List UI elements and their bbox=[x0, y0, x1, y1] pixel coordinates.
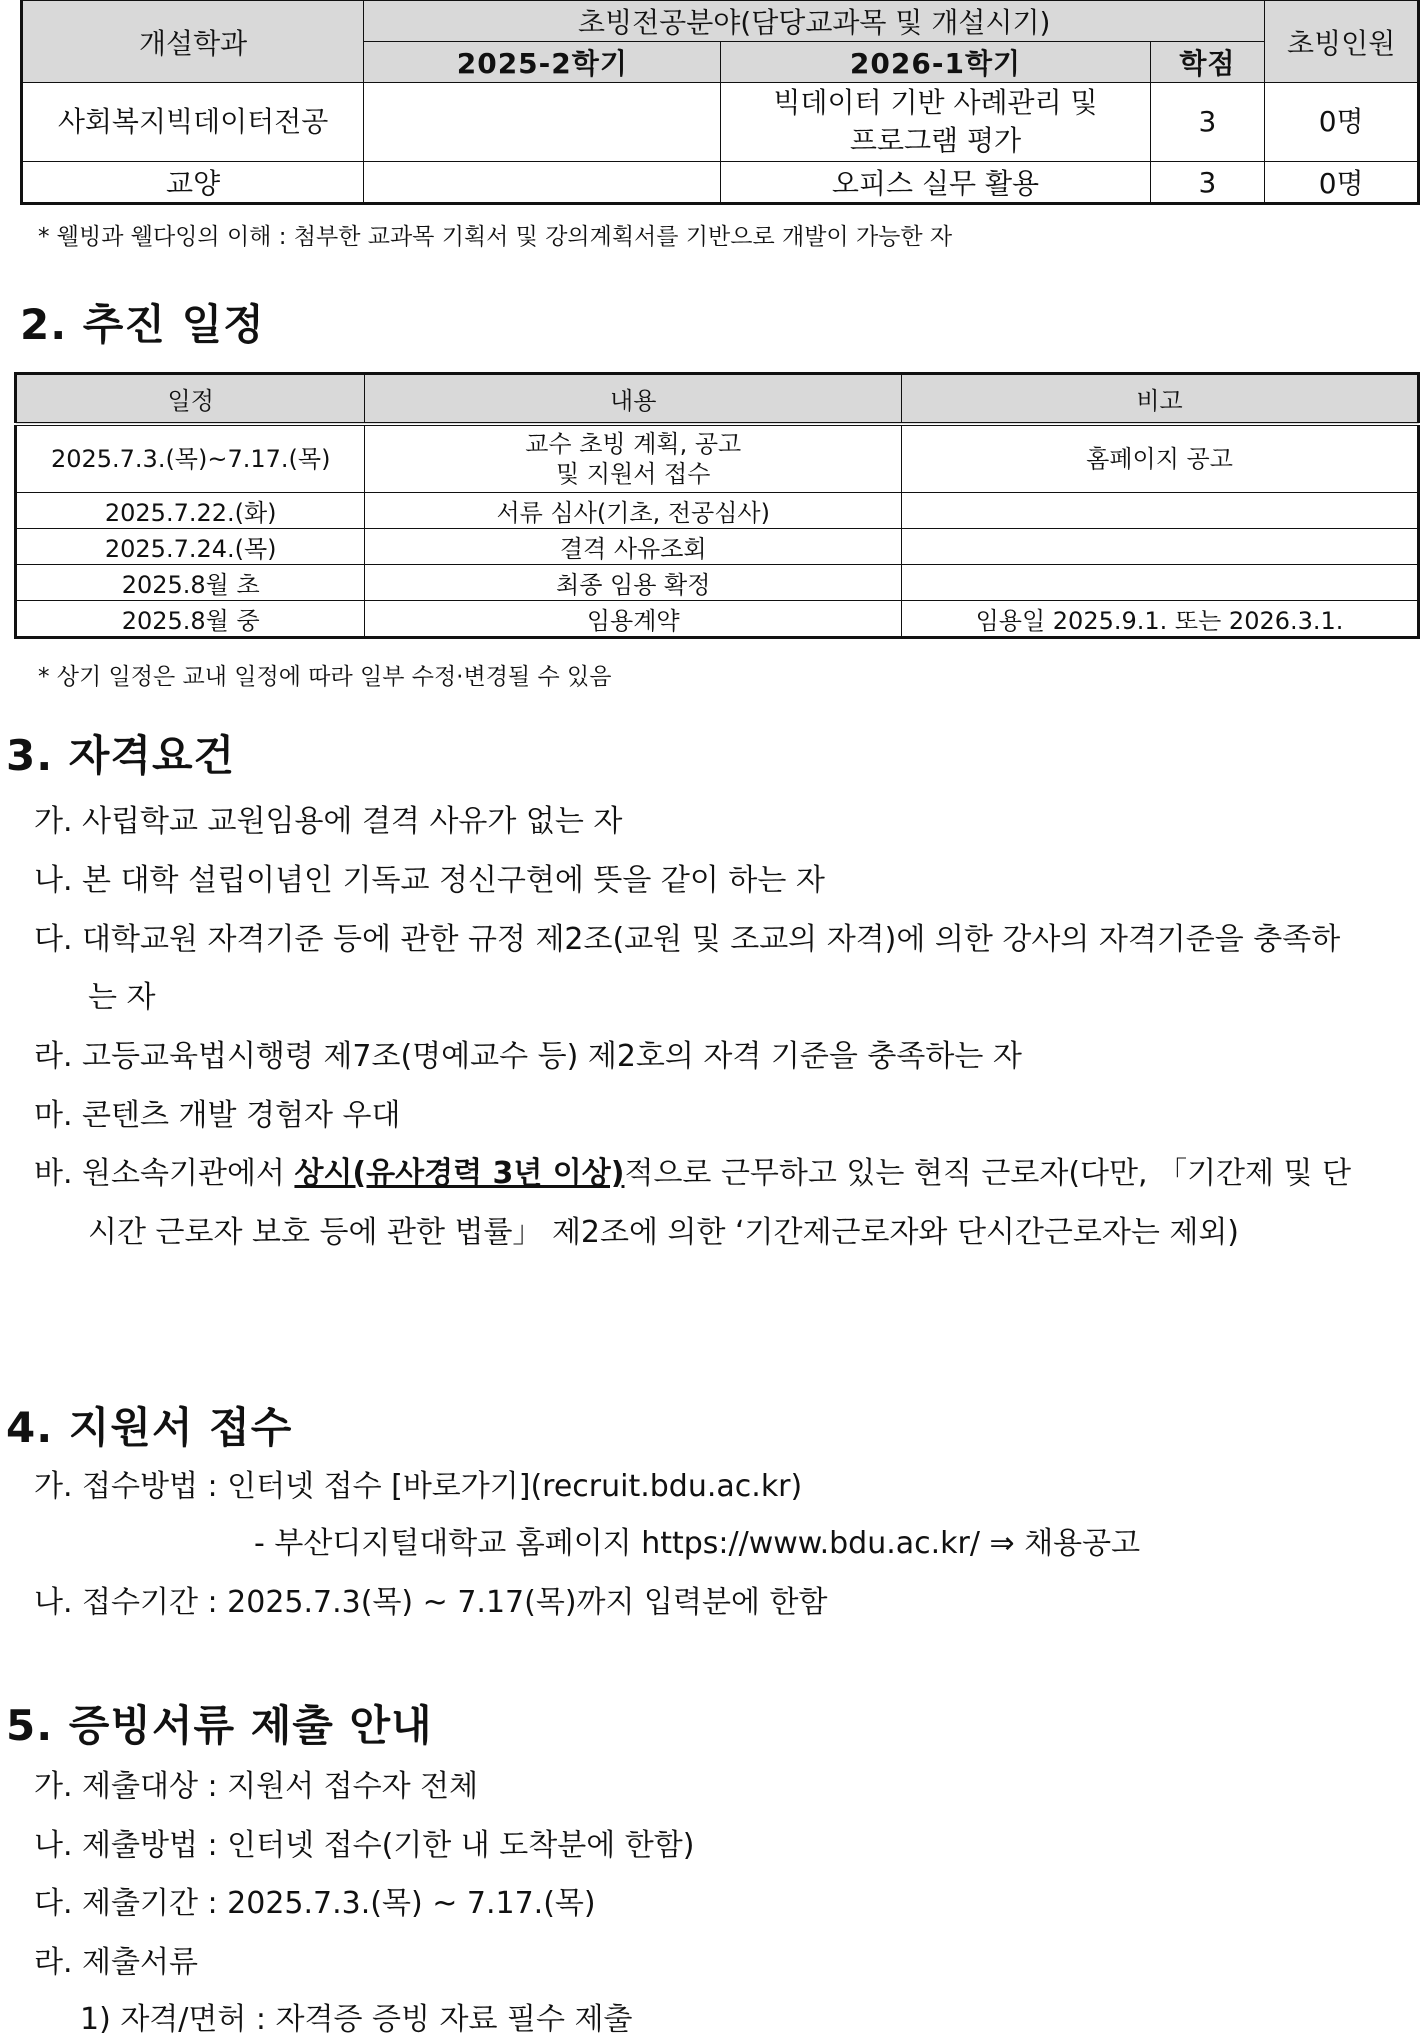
qualification-item: 가. 사립학교 교원임용에 결격 사유가 없는 자 bbox=[34, 804, 623, 839]
cell-content: 결격 사유조회 bbox=[365, 529, 902, 565]
header-term2: 2026-1학기 bbox=[721, 42, 1150, 83]
cell-remark bbox=[902, 493, 1419, 529]
table-row bbox=[16, 424, 1419, 493]
qualification-item: 나. 본 대학 설립이념인 기독교 정신구현에 뜻을 같이 하는 자 bbox=[34, 863, 825, 898]
cell-remark: 임용일 2025.9.1. 또는 2026.3.1. bbox=[902, 601, 1419, 638]
cell-content: 임용계약 bbox=[365, 601, 902, 638]
qualification-text: 바. 원소속기관에서 bbox=[34, 1156, 295, 1191]
cell-content: 최종 임용 확정 bbox=[365, 565, 902, 601]
header-dept: 개설학과 bbox=[22, 1, 364, 83]
section-title-application: 4. 지원서 접수 bbox=[6, 1403, 293, 1452]
cell-dept: 사회복지빅데이터전공 bbox=[22, 83, 364, 162]
header-content: 내용 bbox=[365, 374, 902, 425]
table-note: * 웰빙과 웰다잉의 이해 : 첨부한 교과목 기획서 및 강의계획서를 기반으로 개발이 가능한 자 bbox=[38, 224, 953, 250]
qualification-emphasis: 상시(유사경력 3년 이상) bbox=[294, 1156, 625, 1191]
document-item: 가. 제출대상 : 지원서 접수자 전체 bbox=[34, 1769, 479, 1804]
cell-count: 0명 bbox=[1265, 162, 1419, 204]
qualification-item-continued: 시간 근로자 보호 등에 관한 법률」 제2조에 의한 ‘기간제근로자와 단시간근로자는 제외) bbox=[88, 1215, 1240, 1250]
cell-content: 서류 심사(기초, 전공심사) bbox=[365, 493, 902, 529]
document-item: 다. 제출기간 : 2025.7.3.(목) ~ 7.17.(목) bbox=[34, 1886, 596, 1921]
qualification-item bbox=[34, 1148, 1351, 1192]
table-row bbox=[22, 162, 1419, 204]
section-title-documents: 5. 증빙서류 제출 안내 bbox=[6, 1701, 433, 1750]
cell-term2 bbox=[721, 83, 1150, 162]
table-row bbox=[16, 529, 1419, 565]
schedule-note: * 상기 일정은 교내 일정에 따라 일부 수정·변경될 수 있음 bbox=[38, 664, 612, 690]
header-credits: 학점 bbox=[1150, 42, 1265, 83]
cell-content bbox=[365, 424, 902, 493]
application-item: 나. 접수기간 : 2025.7.3(목) ~ 7.17(목)까지 입력분에 한함 bbox=[34, 1585, 828, 1620]
table-row bbox=[16, 601, 1419, 638]
cell-term2-line1: 빅데이터 기반 사례관리 및 bbox=[773, 86, 1098, 119]
recruit-table bbox=[20, 0, 1420, 205]
document-item: 나. 제출방법 : 인터넷 접수(기한 내 도착분에 한함) bbox=[34, 1828, 695, 1863]
cell-remark bbox=[902, 529, 1419, 565]
cell-dept: 교양 bbox=[22, 162, 364, 204]
cell-credits: 3 bbox=[1150, 162, 1265, 204]
cell-date: 2025.7.3.(목)~7.17.(목) bbox=[16, 424, 365, 493]
cell-date: 2025.8월 초 bbox=[16, 565, 365, 601]
cell-credits: 3 bbox=[1150, 83, 1265, 162]
qualification-item: 다. 대학교원 자격기준 등에 관한 규정 제2조(교원 및 조교의 자격)에 의한 강사의 자격기준을 충족하 bbox=[34, 922, 1341, 957]
cell-term2-line2: 프로그램 평가 bbox=[849, 124, 1022, 157]
cell-term1 bbox=[364, 83, 721, 162]
cell-content-line2: 및 지원서 접수 bbox=[556, 460, 711, 488]
cell-remark: 홈페이지 공고 bbox=[902, 424, 1419, 493]
table-row bbox=[16, 565, 1419, 601]
section-title-qualifications: 3. 자격요건 bbox=[6, 731, 236, 780]
cell-term2: 오피스 실무 활용 bbox=[721, 162, 1150, 204]
header-count: 초빙인원 bbox=[1265, 1, 1419, 83]
application-item: 가. 접수방법 : 인터넷 접수 [바로가기](recruit.bdu.ac.kr) bbox=[34, 1469, 803, 1504]
qualification-item-continued: 는 자 bbox=[88, 980, 156, 1015]
header-term1: 2025-2학기 bbox=[364, 42, 721, 83]
application-subitem: - 부산디지털대학교 홈페이지 https://www.bdu.ac.kr/ ⇒ 채용공고 bbox=[254, 1526, 1141, 1561]
cell-date: 2025.8월 중 bbox=[16, 601, 365, 638]
cell-remark bbox=[902, 565, 1419, 601]
document-subitem: 1) 자격/면허 : 자격증 증빙 자료 필수 제출 bbox=[80, 2002, 633, 2037]
section-title-schedule: 2. 추진 일정 bbox=[20, 300, 265, 349]
cell-date: 2025.7.22.(화) bbox=[16, 493, 365, 529]
header-field: 초빙전공분야(담당교과목 및 개설시기) bbox=[364, 1, 1265, 42]
qualification-item: 라. 고등교육법시행령 제7조(명예교수 등) 제2호의 자격 기준을 충족하는 자 bbox=[34, 1039, 1022, 1074]
table-row bbox=[16, 493, 1419, 529]
cell-count: 0명 bbox=[1265, 83, 1419, 162]
cell-term1 bbox=[364, 162, 721, 204]
qualification-item: 마. 콘텐츠 개발 경험자 우대 bbox=[34, 1098, 401, 1133]
qualification-text: 적으로 근무하고 있는 현직 근로자(다만, 「기간제 및 단 bbox=[624, 1156, 1352, 1191]
table-row bbox=[22, 83, 1419, 162]
schedule-table bbox=[14, 372, 1420, 639]
header-remark: 비고 bbox=[902, 374, 1419, 425]
cell-content-line1: 교수 초빙 계획, 공고 bbox=[525, 430, 742, 458]
document-item: 라. 제출서류 bbox=[34, 1945, 198, 1980]
header-date: 일정 bbox=[16, 374, 365, 425]
cell-date: 2025.7.24.(목) bbox=[16, 529, 365, 565]
